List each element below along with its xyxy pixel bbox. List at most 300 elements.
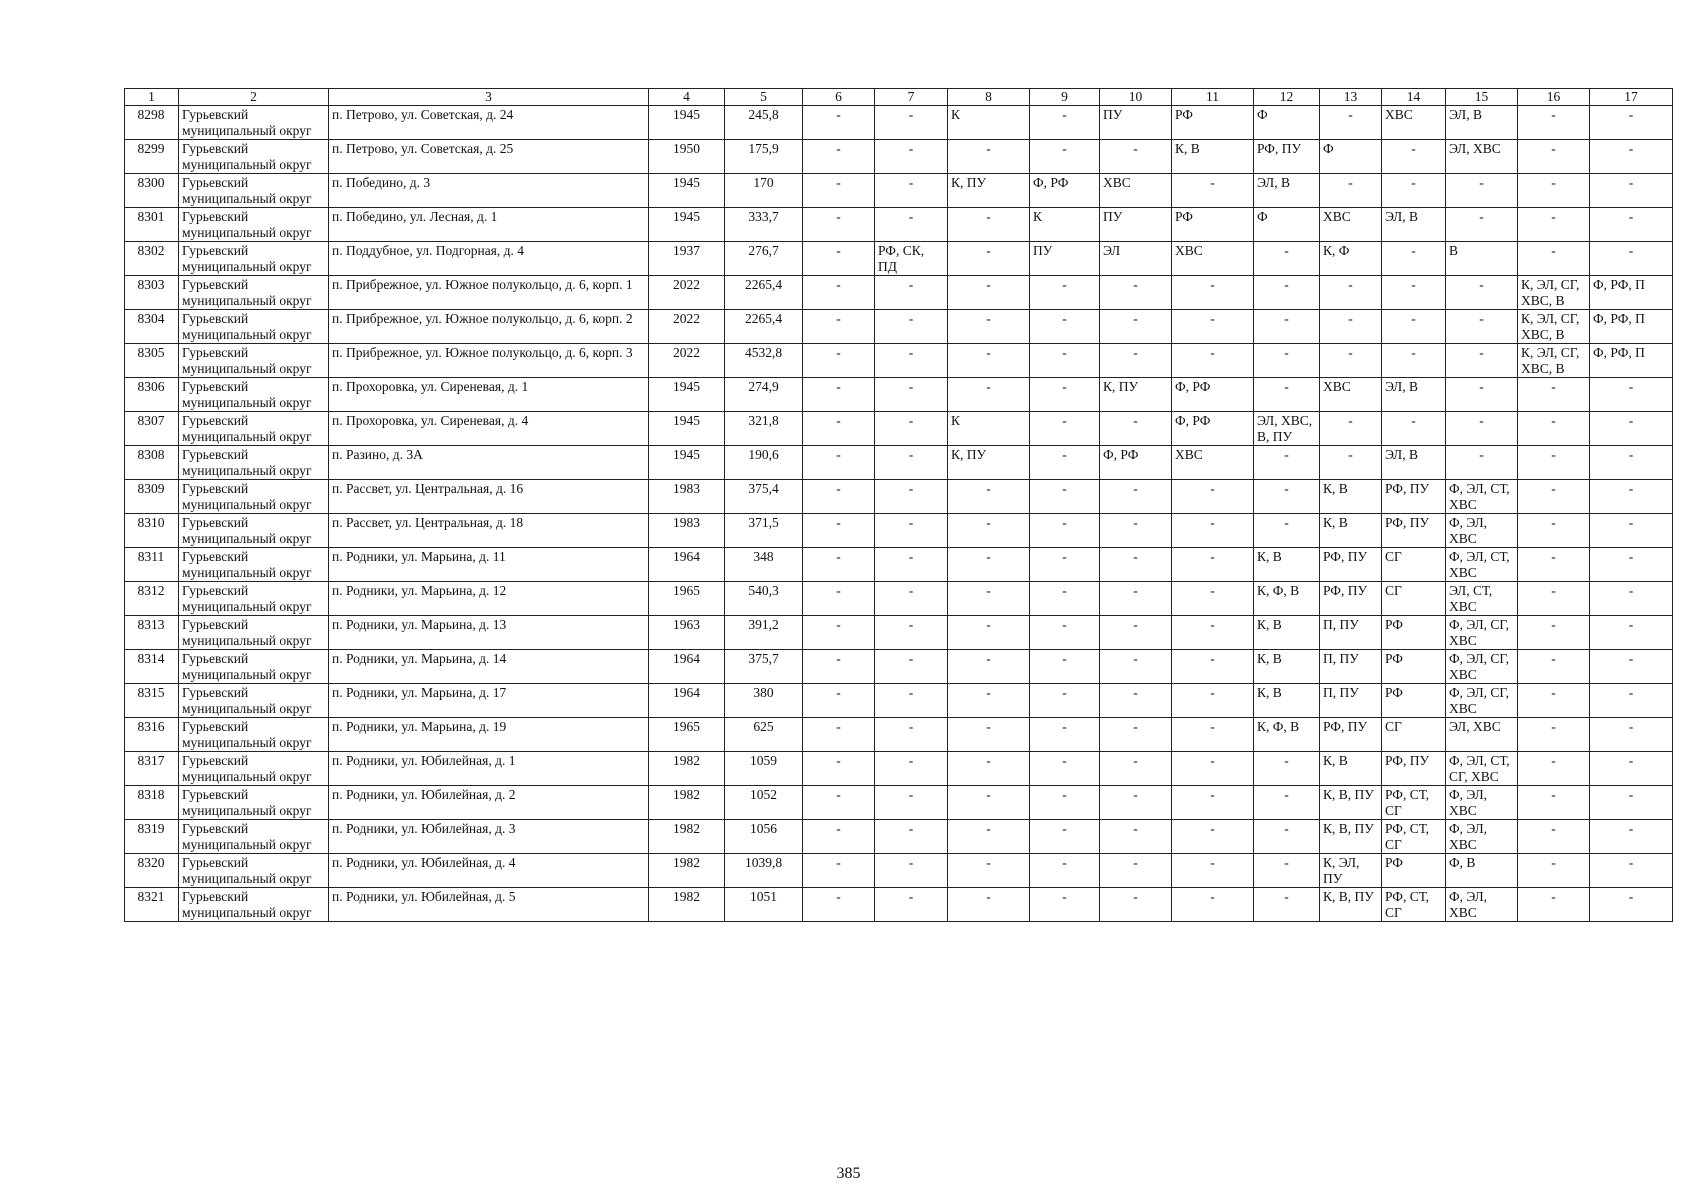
- value-cell-col-8: -: [948, 140, 1030, 174]
- address-cell: п. Родники, ул. Марьина, д. 13: [329, 616, 649, 650]
- value-cell-col-15: -: [1446, 446, 1518, 480]
- value-cell-col-10: -: [1100, 684, 1172, 718]
- value-cell-col-16: -: [1518, 174, 1590, 208]
- year-cell: 2022: [649, 310, 725, 344]
- column-header-16: 16: [1518, 89, 1590, 106]
- value-cell-col-8: -: [948, 242, 1030, 276]
- value-cell-col-14: -: [1382, 242, 1446, 276]
- value-cell-col-10: -: [1100, 310, 1172, 344]
- table-row: [125, 480, 1673, 514]
- value-cell-col-15: ЭЛ, СТ, ХВС: [1446, 582, 1518, 616]
- value-cell-col-11: Ф, РФ: [1172, 412, 1254, 446]
- row-number: 8319: [125, 820, 179, 854]
- area-cell: 4532,8: [725, 344, 803, 378]
- year-cell: 1945: [649, 208, 725, 242]
- address-cell: п. Победино, ул. Лесная, д. 1: [329, 208, 649, 242]
- column-header-6: 6: [803, 89, 875, 106]
- row-number: 8300: [125, 174, 179, 208]
- table-body: [125, 106, 1673, 922]
- value-cell-col-10: -: [1100, 820, 1172, 854]
- address-cell: п. Родники, ул. Юбилейная, д. 1: [329, 752, 649, 786]
- value-cell-col-9: Ф, РФ: [1030, 174, 1100, 208]
- area-cell: 1051: [725, 888, 803, 922]
- value-cell-col-7: -: [875, 650, 948, 684]
- value-cell-col-13: -: [1320, 446, 1382, 480]
- table-row: [125, 820, 1673, 854]
- value-cell-col-16: -: [1518, 752, 1590, 786]
- row-number: 8317: [125, 752, 179, 786]
- value-cell-col-11: -: [1172, 582, 1254, 616]
- value-cell-col-14: РФ, ПУ: [1382, 480, 1446, 514]
- value-cell-col-6: -: [803, 174, 875, 208]
- row-number: 8313: [125, 616, 179, 650]
- value-cell-col-11: -: [1172, 616, 1254, 650]
- value-cell-col-13: РФ, ПУ: [1320, 718, 1382, 752]
- value-cell-col-16: -: [1518, 446, 1590, 480]
- address-cell: п. Петрово, ул. Советская, д. 24: [329, 106, 649, 140]
- value-cell-col-9: -: [1030, 106, 1100, 140]
- area-cell: 391,2: [725, 616, 803, 650]
- table-row: [125, 276, 1673, 310]
- value-cell-col-9: -: [1030, 446, 1100, 480]
- address-cell: п. Поддубное, ул. Подгорная, д. 4: [329, 242, 649, 276]
- value-cell-col-13: РФ, ПУ: [1320, 548, 1382, 582]
- value-cell-col-6: -: [803, 480, 875, 514]
- value-cell-col-14: РФ, ПУ: [1382, 752, 1446, 786]
- value-cell-col-12: -: [1254, 276, 1320, 310]
- value-cell-col-15: Ф, ЭЛ, СГ, ХВС: [1446, 650, 1518, 684]
- value-cell-col-9: -: [1030, 480, 1100, 514]
- value-cell-col-14: -: [1382, 276, 1446, 310]
- row-number: 8304: [125, 310, 179, 344]
- value-cell-col-9: -: [1030, 310, 1100, 344]
- value-cell-col-6: -: [803, 888, 875, 922]
- district-cell: Гурьевский муниципальный округ: [179, 140, 329, 174]
- area-cell: 170: [725, 174, 803, 208]
- value-cell-col-14: СГ: [1382, 718, 1446, 752]
- value-cell-col-10: -: [1100, 752, 1172, 786]
- value-cell-col-7: -: [875, 854, 948, 888]
- district-cell: Гурьевский муниципальный округ: [179, 786, 329, 820]
- value-cell-col-6: -: [803, 276, 875, 310]
- value-cell-col-17: -: [1590, 140, 1673, 174]
- value-cell-col-16: -: [1518, 650, 1590, 684]
- value-cell-col-17: -: [1590, 174, 1673, 208]
- row-number: 8303: [125, 276, 179, 310]
- value-cell-col-10: -: [1100, 548, 1172, 582]
- area-cell: 375,7: [725, 650, 803, 684]
- value-cell-col-7: -: [875, 140, 948, 174]
- value-cell-col-11: -: [1172, 344, 1254, 378]
- value-cell-col-15: -: [1446, 208, 1518, 242]
- value-cell-col-10: -: [1100, 786, 1172, 820]
- value-cell-col-13: К, В, ПУ: [1320, 888, 1382, 922]
- value-cell-col-13: К, Ф: [1320, 242, 1382, 276]
- area-cell: 190,6: [725, 446, 803, 480]
- value-cell-col-6: -: [803, 514, 875, 548]
- value-cell-col-8: -: [948, 276, 1030, 310]
- row-number: 8315: [125, 684, 179, 718]
- value-cell-col-10: -: [1100, 344, 1172, 378]
- value-cell-col-16: -: [1518, 786, 1590, 820]
- value-cell-col-6: -: [803, 820, 875, 854]
- value-cell-col-16: -: [1518, 548, 1590, 582]
- row-number: 8301: [125, 208, 179, 242]
- value-cell-col-16: -: [1518, 412, 1590, 446]
- value-cell-col-10: -: [1100, 480, 1172, 514]
- value-cell-col-6: -: [803, 854, 875, 888]
- table-row: [125, 174, 1673, 208]
- value-cell-col-15: ЭЛ, ХВС: [1446, 718, 1518, 752]
- value-cell-col-6: -: [803, 140, 875, 174]
- value-cell-col-16: -: [1518, 106, 1590, 140]
- value-cell-col-6: -: [803, 310, 875, 344]
- table-row: [125, 140, 1673, 174]
- value-cell-col-10: Ф, РФ: [1100, 446, 1172, 480]
- value-cell-col-14: -: [1382, 174, 1446, 208]
- value-cell-col-11: -: [1172, 514, 1254, 548]
- value-cell-col-12: -: [1254, 514, 1320, 548]
- value-cell-col-6: -: [803, 616, 875, 650]
- district-cell: Гурьевский муниципальный округ: [179, 548, 329, 582]
- district-cell: Гурьевский муниципальный округ: [179, 242, 329, 276]
- value-cell-col-7: -: [875, 174, 948, 208]
- value-cell-col-6: -: [803, 582, 875, 616]
- value-cell-col-10: -: [1100, 888, 1172, 922]
- value-cell-col-14: ХВС: [1382, 106, 1446, 140]
- table-row: [125, 888, 1673, 922]
- table-row: [125, 786, 1673, 820]
- value-cell-col-13: -: [1320, 310, 1382, 344]
- address-cell: п. Родники, ул. Юбилейная, д. 3: [329, 820, 649, 854]
- value-cell-col-11: -: [1172, 480, 1254, 514]
- address-cell: п. Родники, ул. Юбилейная, д. 5: [329, 888, 649, 922]
- table-row: [125, 548, 1673, 582]
- value-cell-col-12: ЭЛ, ХВС, В, ПУ: [1254, 412, 1320, 446]
- value-cell-col-14: ЭЛ, В: [1382, 378, 1446, 412]
- value-cell-col-6: -: [803, 684, 875, 718]
- value-cell-col-15: Ф, ЭЛ, СГ, ХВС: [1446, 684, 1518, 718]
- area-cell: 540,3: [725, 582, 803, 616]
- year-cell: 1950: [649, 140, 725, 174]
- value-cell-col-11: К, В: [1172, 140, 1254, 174]
- value-cell-col-8: К, ПУ: [948, 174, 1030, 208]
- column-header-11: 11: [1172, 89, 1254, 106]
- area-cell: 371,5: [725, 514, 803, 548]
- value-cell-col-14: СГ: [1382, 548, 1446, 582]
- value-cell-col-14: -: [1382, 412, 1446, 446]
- row-number: 8302: [125, 242, 179, 276]
- value-cell-col-15: -: [1446, 412, 1518, 446]
- value-cell-col-7: РФ, СК, ПД: [875, 242, 948, 276]
- area-cell: 245,8: [725, 106, 803, 140]
- value-cell-col-15: Ф, В: [1446, 854, 1518, 888]
- value-cell-col-11: -: [1172, 548, 1254, 582]
- value-cell-col-7: -: [875, 514, 948, 548]
- value-cell-col-8: К, ПУ: [948, 446, 1030, 480]
- value-cell-col-7: -: [875, 786, 948, 820]
- value-cell-col-7: -: [875, 276, 948, 310]
- value-cell-col-8: -: [948, 514, 1030, 548]
- value-cell-col-17: Ф, РФ, П: [1590, 344, 1673, 378]
- value-cell-col-12: К, Ф, В: [1254, 718, 1320, 752]
- value-cell-col-10: К, ПУ: [1100, 378, 1172, 412]
- value-cell-col-17: -: [1590, 242, 1673, 276]
- value-cell-col-10: -: [1100, 140, 1172, 174]
- value-cell-col-12: ЭЛ, В: [1254, 174, 1320, 208]
- value-cell-col-17: -: [1590, 752, 1673, 786]
- value-cell-col-11: -: [1172, 786, 1254, 820]
- table-header: [125, 89, 1673, 106]
- table-row: [125, 310, 1673, 344]
- value-cell-col-6: -: [803, 344, 875, 378]
- column-header-1: 1: [125, 89, 179, 106]
- year-cell: 1982: [649, 786, 725, 820]
- table-row: [125, 344, 1673, 378]
- area-cell: 2265,4: [725, 310, 803, 344]
- row-number: 8308: [125, 446, 179, 480]
- district-cell: Гурьевский муниципальный округ: [179, 820, 329, 854]
- row-number: 8299: [125, 140, 179, 174]
- table-row: [125, 412, 1673, 446]
- value-cell-col-7: -: [875, 446, 948, 480]
- value-cell-col-11: ХВС: [1172, 242, 1254, 276]
- value-cell-col-15: Ф, ЭЛ, СТ, ХВС: [1446, 480, 1518, 514]
- area-cell: 348: [725, 548, 803, 582]
- value-cell-col-15: Ф, ЭЛ, ХВС: [1446, 888, 1518, 922]
- table-row: [125, 582, 1673, 616]
- table-row: [125, 616, 1673, 650]
- value-cell-col-6: -: [803, 106, 875, 140]
- value-cell-col-16: -: [1518, 616, 1590, 650]
- value-cell-col-8: -: [948, 378, 1030, 412]
- value-cell-col-17: Ф, РФ, П: [1590, 276, 1673, 310]
- value-cell-col-6: -: [803, 650, 875, 684]
- area-cell: 1052: [725, 786, 803, 820]
- column-header-5: 5: [725, 89, 803, 106]
- area-cell: 321,8: [725, 412, 803, 446]
- district-cell: Гурьевский муниципальный округ: [179, 718, 329, 752]
- value-cell-col-13: -: [1320, 412, 1382, 446]
- year-cell: 1982: [649, 820, 725, 854]
- year-cell: 1945: [649, 106, 725, 140]
- value-cell-col-13: РФ, ПУ: [1320, 582, 1382, 616]
- district-cell: Гурьевский муниципальный округ: [179, 106, 329, 140]
- row-number: 8320: [125, 854, 179, 888]
- column-header-12: 12: [1254, 89, 1320, 106]
- row-number: 8318: [125, 786, 179, 820]
- value-cell-col-12: К, В: [1254, 548, 1320, 582]
- value-cell-col-15: Ф, ЭЛ, ХВС: [1446, 820, 1518, 854]
- value-cell-col-16: -: [1518, 820, 1590, 854]
- value-cell-col-14: РФ: [1382, 616, 1446, 650]
- value-cell-col-15: -: [1446, 310, 1518, 344]
- value-cell-col-10: -: [1100, 854, 1172, 888]
- table-row: [125, 514, 1673, 548]
- value-cell-col-15: -: [1446, 378, 1518, 412]
- value-cell-col-13: П, ПУ: [1320, 616, 1382, 650]
- value-cell-col-17: -: [1590, 208, 1673, 242]
- district-cell: Гурьевский муниципальный округ: [179, 208, 329, 242]
- year-cell: 1982: [649, 752, 725, 786]
- value-cell-col-15: Ф, ЭЛ, ХВС: [1446, 514, 1518, 548]
- value-cell-col-15: Ф, ЭЛ, ХВС: [1446, 786, 1518, 820]
- column-header-2: 2: [179, 89, 329, 106]
- value-cell-col-9: -: [1030, 684, 1100, 718]
- address-cell: п. Родники, ул. Марьина, д. 11: [329, 548, 649, 582]
- value-cell-col-7: -: [875, 684, 948, 718]
- year-cell: 1965: [649, 718, 725, 752]
- address-cell: п. Разино, д. 3А: [329, 446, 649, 480]
- district-cell: Гурьевский муниципальный округ: [179, 616, 329, 650]
- value-cell-col-8: -: [948, 480, 1030, 514]
- year-cell: 1945: [649, 412, 725, 446]
- value-cell-col-6: -: [803, 786, 875, 820]
- address-cell: п. Прибрежное, ул. Южное полукольцо, д. 6, корп. 3: [329, 344, 649, 378]
- table-row: [125, 106, 1673, 140]
- value-cell-col-15: ЭЛ, В: [1446, 106, 1518, 140]
- value-cell-col-12: К, В: [1254, 684, 1320, 718]
- district-cell: Гурьевский муниципальный округ: [179, 276, 329, 310]
- value-cell-col-14: РФ: [1382, 854, 1446, 888]
- value-cell-col-12: -: [1254, 344, 1320, 378]
- value-cell-col-11: -: [1172, 888, 1254, 922]
- district-cell: Гурьевский муниципальный округ: [179, 446, 329, 480]
- area-cell: 175,9: [725, 140, 803, 174]
- year-cell: 1982: [649, 888, 725, 922]
- district-cell: Гурьевский муниципальный округ: [179, 888, 329, 922]
- value-cell-col-8: -: [948, 684, 1030, 718]
- value-cell-col-16: -: [1518, 378, 1590, 412]
- value-cell-col-6: -: [803, 242, 875, 276]
- address-cell: п. Родники, ул. Юбилейная, д. 2: [329, 786, 649, 820]
- table-row: [125, 446, 1673, 480]
- value-cell-col-13: К, В: [1320, 480, 1382, 514]
- value-cell-col-9: -: [1030, 650, 1100, 684]
- value-cell-col-9: -: [1030, 514, 1100, 548]
- value-cell-col-16: -: [1518, 140, 1590, 174]
- value-cell-col-7: -: [875, 412, 948, 446]
- area-cell: 1056: [725, 820, 803, 854]
- value-cell-col-12: -: [1254, 854, 1320, 888]
- page-number: 385: [836, 1165, 861, 1182]
- value-cell-col-8: -: [948, 650, 1030, 684]
- value-cell-col-10: ПУ: [1100, 106, 1172, 140]
- year-cell: 1945: [649, 174, 725, 208]
- value-cell-col-8: -: [948, 718, 1030, 752]
- value-cell-col-7: -: [875, 888, 948, 922]
- value-cell-col-7: -: [875, 480, 948, 514]
- value-cell-col-8: К: [948, 106, 1030, 140]
- value-cell-col-8: -: [948, 820, 1030, 854]
- value-cell-col-7: -: [875, 310, 948, 344]
- value-cell-col-17: -: [1590, 514, 1673, 548]
- value-cell-col-14: -: [1382, 344, 1446, 378]
- address-cell: п. Прибрежное, ул. Южное полукольцо, д. 6, корп. 1: [329, 276, 649, 310]
- value-cell-col-11: -: [1172, 174, 1254, 208]
- value-cell-col-13: Ф: [1320, 140, 1382, 174]
- year-cell: 1964: [649, 650, 725, 684]
- value-cell-col-13: К, ЭЛ, ПУ: [1320, 854, 1382, 888]
- column-header-13: 13: [1320, 89, 1382, 106]
- value-cell-col-13: ХВС: [1320, 378, 1382, 412]
- value-cell-col-9: К: [1030, 208, 1100, 242]
- value-cell-col-10: -: [1100, 650, 1172, 684]
- district-cell: Гурьевский муниципальный округ: [179, 650, 329, 684]
- table-row: [125, 684, 1673, 718]
- value-cell-col-7: -: [875, 106, 948, 140]
- value-cell-col-15: Ф, ЭЛ, СТ, ХВС: [1446, 548, 1518, 582]
- housing-register-table: [124, 88, 1673, 922]
- value-cell-col-12: -: [1254, 752, 1320, 786]
- value-cell-col-17: -: [1590, 854, 1673, 888]
- value-cell-col-17: -: [1590, 412, 1673, 446]
- value-cell-col-11: Ф, РФ: [1172, 378, 1254, 412]
- value-cell-col-9: -: [1030, 752, 1100, 786]
- area-cell: 1039,8: [725, 854, 803, 888]
- row-number: 8307: [125, 412, 179, 446]
- value-cell-col-11: -: [1172, 276, 1254, 310]
- value-cell-col-11: -: [1172, 650, 1254, 684]
- area-cell: 333,7: [725, 208, 803, 242]
- year-cell: 1964: [649, 684, 725, 718]
- address-cell: п. Петрово, ул. Советская, д. 25: [329, 140, 649, 174]
- value-cell-col-12: РФ, ПУ: [1254, 140, 1320, 174]
- value-cell-col-7: -: [875, 718, 948, 752]
- value-cell-col-13: ХВС: [1320, 208, 1382, 242]
- table-row: [125, 718, 1673, 752]
- value-cell-col-13: -: [1320, 174, 1382, 208]
- value-cell-col-10: -: [1100, 276, 1172, 310]
- value-cell-col-12: -: [1254, 378, 1320, 412]
- value-cell-col-16: К, ЭЛ, СГ, ХВС, В: [1518, 276, 1590, 310]
- table-row: [125, 378, 1673, 412]
- value-cell-col-7: -: [875, 582, 948, 616]
- value-cell-col-17: -: [1590, 446, 1673, 480]
- row-number: 8305: [125, 344, 179, 378]
- value-cell-col-7: -: [875, 752, 948, 786]
- area-cell: 274,9: [725, 378, 803, 412]
- value-cell-col-6: -: [803, 412, 875, 446]
- value-cell-col-13: К, В, ПУ: [1320, 786, 1382, 820]
- value-cell-col-16: -: [1518, 684, 1590, 718]
- value-cell-col-17: -: [1590, 378, 1673, 412]
- value-cell-col-8: -: [948, 616, 1030, 650]
- value-cell-col-10: -: [1100, 514, 1172, 548]
- value-cell-col-11: -: [1172, 820, 1254, 854]
- value-cell-col-9: -: [1030, 582, 1100, 616]
- district-cell: Гурьевский муниципальный округ: [179, 582, 329, 616]
- value-cell-col-9: -: [1030, 378, 1100, 412]
- value-cell-col-10: -: [1100, 718, 1172, 752]
- value-cell-col-14: РФ: [1382, 650, 1446, 684]
- value-cell-col-15: -: [1446, 276, 1518, 310]
- value-cell-col-9: -: [1030, 548, 1100, 582]
- row-number: 8316: [125, 718, 179, 752]
- value-cell-col-17: -: [1590, 480, 1673, 514]
- value-cell-col-13: -: [1320, 344, 1382, 378]
- value-cell-col-12: К, В: [1254, 616, 1320, 650]
- table-row: [125, 752, 1673, 786]
- value-cell-col-13: П, ПУ: [1320, 684, 1382, 718]
- value-cell-col-9: -: [1030, 276, 1100, 310]
- value-cell-col-12: -: [1254, 242, 1320, 276]
- table-row: [125, 242, 1673, 276]
- address-cell: п. Прибрежное, ул. Южное полукольцо, д. 6, корп. 2: [329, 310, 649, 344]
- value-cell-col-12: -: [1254, 310, 1320, 344]
- value-cell-col-7: -: [875, 820, 948, 854]
- year-cell: 1937: [649, 242, 725, 276]
